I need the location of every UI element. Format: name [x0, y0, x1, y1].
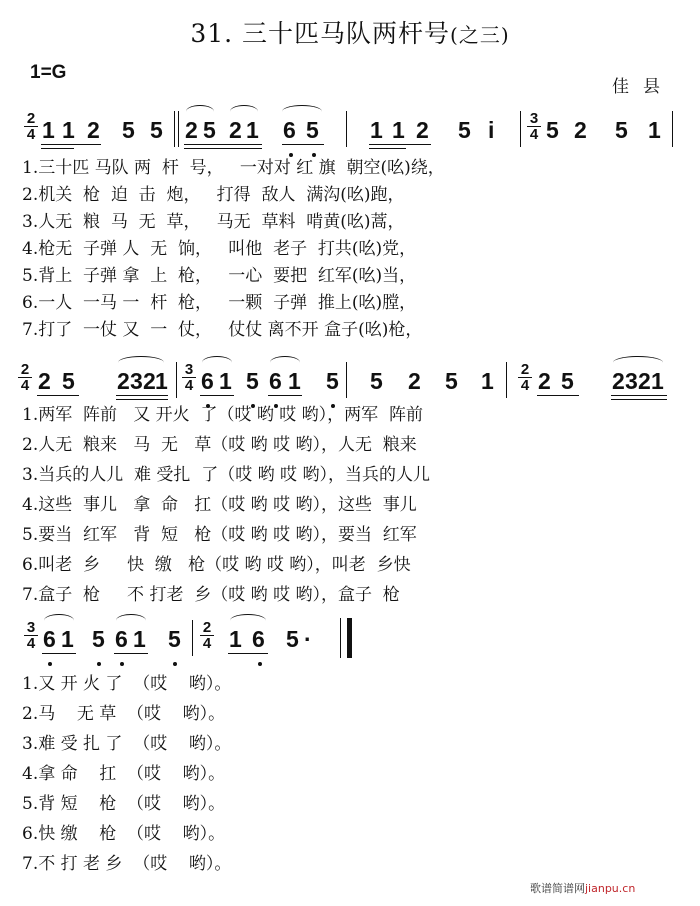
beam [611, 399, 667, 400]
lyric-line: 7.盒子 枪 不 打老 乡（哎 哟 哎 哟），盒子 枪 [22, 585, 400, 605]
beam [184, 144, 262, 145]
watermark-text: 歌谱简谱网 [530, 882, 585, 895]
note: 2 [408, 368, 421, 394]
time-signature [18, 362, 32, 393]
beam [611, 395, 667, 396]
note: 6 [201, 368, 214, 394]
time-top: 2 [26, 110, 36, 127]
beam [41, 144, 101, 145]
barline [672, 111, 673, 147]
beam [184, 148, 262, 149]
note: 1 [133, 626, 146, 652]
time-signature [24, 620, 38, 651]
note: 1 [229, 626, 242, 652]
beam [114, 653, 148, 654]
time-signature [200, 620, 214, 651]
time-top: 3 [529, 110, 539, 127]
note: 2 [612, 368, 625, 394]
beam [369, 144, 431, 145]
barline [346, 111, 347, 147]
time-signature [527, 111, 541, 142]
lyric-line: 4.枪无 子弹 人 无 饷， 叫他 老子 打共(吆)党， [22, 239, 417, 259]
lyric-line: 1.两军 阵前 又 开火 了（哎 哟 哎 哟），两军 阵前 [22, 405, 423, 425]
note: 2 [574, 117, 587, 143]
beam [42, 653, 76, 654]
time-bottom: 4 [518, 377, 532, 393]
lyric-line: 5.背上 子弹 拿 上 枪， 一心 要把 红军(吆)当， [22, 266, 417, 286]
note: 1 [61, 626, 74, 652]
low-octave-dot [97, 662, 101, 666]
lyric-line: 2.马 无 草 （哎 哟）。 [22, 704, 226, 724]
beam [200, 395, 234, 396]
note: 3 [130, 368, 143, 394]
lyric-line: 2.人无 粮来 马 无 草（哎 哟 哎 哟），人无 粮来 [22, 435, 417, 455]
beam [282, 144, 324, 145]
watermark-domain: jianpu.cn [585, 882, 636, 895]
lyric-line: 3.人无 粮 马 无 草， 马无 草料 啃黄(吆)蒿， [22, 212, 405, 232]
note: 1 [219, 368, 232, 394]
note: 1 [62, 117, 75, 143]
lyric-line: 7.不 打 老 乡 （哎 哟）。 [22, 854, 232, 874]
note: 1 [370, 117, 383, 143]
low-octave-dot [312, 153, 316, 157]
lyric-line: 7.打了 一仗 又 一 仗， 仗仗 离不开 盒子(吆)枪， [22, 320, 423, 340]
lyric-line: 6.快 缴 枪 （哎 哟）。 [22, 824, 226, 844]
low-octave-dot [173, 662, 177, 666]
note: 5 [168, 626, 181, 652]
barline [176, 362, 177, 398]
title-sub: (之三) [450, 23, 510, 47]
note: 2 [416, 117, 429, 143]
note: 1 [42, 117, 55, 143]
note: i [488, 117, 495, 143]
time-signature [518, 362, 532, 393]
note: 5 [92, 626, 105, 652]
beam [268, 395, 302, 396]
note: 5 [458, 117, 471, 143]
note: 2 [117, 368, 130, 394]
time-top: 2 [20, 361, 30, 378]
note: 6 [283, 117, 296, 143]
beam [37, 395, 79, 396]
barline [520, 111, 521, 147]
beam [116, 399, 168, 400]
time-signature [182, 362, 196, 393]
note: 5 [561, 368, 574, 394]
time-bottom: 4 [18, 377, 32, 393]
time-signature [24, 111, 38, 142]
key-signature: 1=G [30, 62, 67, 83]
final-barline [340, 618, 352, 658]
time-bottom: 4 [182, 377, 196, 393]
note: 5 [286, 626, 299, 652]
note: 2 [185, 117, 198, 143]
note: 5 [150, 117, 163, 143]
time-bottom: 4 [24, 635, 38, 651]
low-octave-dot [48, 662, 52, 666]
time-bottom: 4 [200, 635, 214, 651]
low-octave-dot [258, 662, 262, 666]
note: 3 [625, 368, 638, 394]
lyric-line: 4.拿 命 扛 （哎 哟）。 [22, 764, 226, 784]
note: 5 [370, 368, 383, 394]
lyric-line: 1.又 开 火 了 （哎 哟）。 [22, 674, 232, 694]
time-bottom: 4 [24, 126, 38, 142]
note: 5 [306, 117, 319, 143]
note: 6 [252, 626, 265, 652]
note: 5 [445, 368, 458, 394]
source-label: 佳县 [612, 77, 674, 97]
low-octave-dot [289, 153, 293, 157]
staff-row-1 [0, 110, 700, 161]
time-top: 3 [184, 361, 194, 378]
lyric-line: 6.一人 一马 一 杆 枪， 一颗 子弹 推上(吆)膛， [22, 293, 417, 313]
time-top: 2 [202, 619, 212, 636]
beam [537, 395, 579, 396]
note: 5 [615, 117, 628, 143]
lyric-line: 3.难 受 扎 了 （哎 哟）。 [22, 734, 232, 754]
time-top: 3 [26, 619, 36, 636]
staff-row-3 [0, 619, 700, 670]
time-top: 2 [520, 361, 530, 378]
note: 5 [246, 368, 259, 394]
note: 1 [392, 117, 405, 143]
beam [41, 148, 74, 149]
note: 2 [143, 368, 156, 394]
beam [228, 653, 268, 654]
note: 2 [38, 368, 51, 394]
note: 2 [638, 368, 651, 394]
page-title [0, 14, 700, 50]
lyric-line: 3.当兵的人儿 难 受扎 了（哎 哟 哎 哟），当兵的人儿 [22, 465, 430, 485]
lyric-line: 6.叫老 乡 快 缴 枪（哎 哟 哎 哟），叫老 乡快 [22, 555, 411, 575]
note: 6 [269, 368, 282, 394]
low-octave-dot [120, 662, 124, 666]
lyric-line: 5.要当 红军 背 短 枪（哎 哟 哎 哟），要当 红军 [22, 525, 417, 545]
lyric-line: 1.三十匹 马队 两 杆 号， 一对对 红 旗 朝空(吆)绕， [22, 158, 445, 178]
barline [192, 620, 193, 656]
note: 6 [115, 626, 128, 652]
note: · [304, 626, 312, 652]
note: 1 [481, 368, 494, 394]
note: 1 [246, 117, 259, 143]
barline [506, 362, 507, 398]
site-watermark [530, 880, 635, 896]
note: 5 [122, 117, 135, 143]
lyric-line: 4.这些 事儿 拿 命 扛（哎 哟 哎 哟），这些 事儿 [22, 495, 417, 515]
note: 5 [203, 117, 216, 143]
title-main: 31. 三十匹马队两杆号 [190, 19, 451, 48]
barline [346, 362, 347, 398]
note: 2 [538, 368, 551, 394]
note: 1 [648, 117, 661, 143]
note: 1 [651, 368, 664, 394]
note: 5 [326, 368, 339, 394]
note: 1 [155, 368, 168, 394]
note: 5 [546, 117, 559, 143]
beam [116, 395, 168, 396]
note: 1 [288, 368, 301, 394]
note: 6 [43, 626, 56, 652]
note: 2 [229, 117, 242, 143]
time-bottom: 4 [527, 126, 541, 142]
beam [369, 148, 406, 149]
lyric-line: 5.背 短 枪 （哎 哟）。 [22, 794, 226, 814]
note: 2 [87, 117, 100, 143]
barline [174, 111, 179, 147]
lyric-line: 2.机关 枪 迫 击 炮， 打得 敌人 满沟(吆)跑， [22, 185, 405, 205]
note: 5 [62, 368, 75, 394]
